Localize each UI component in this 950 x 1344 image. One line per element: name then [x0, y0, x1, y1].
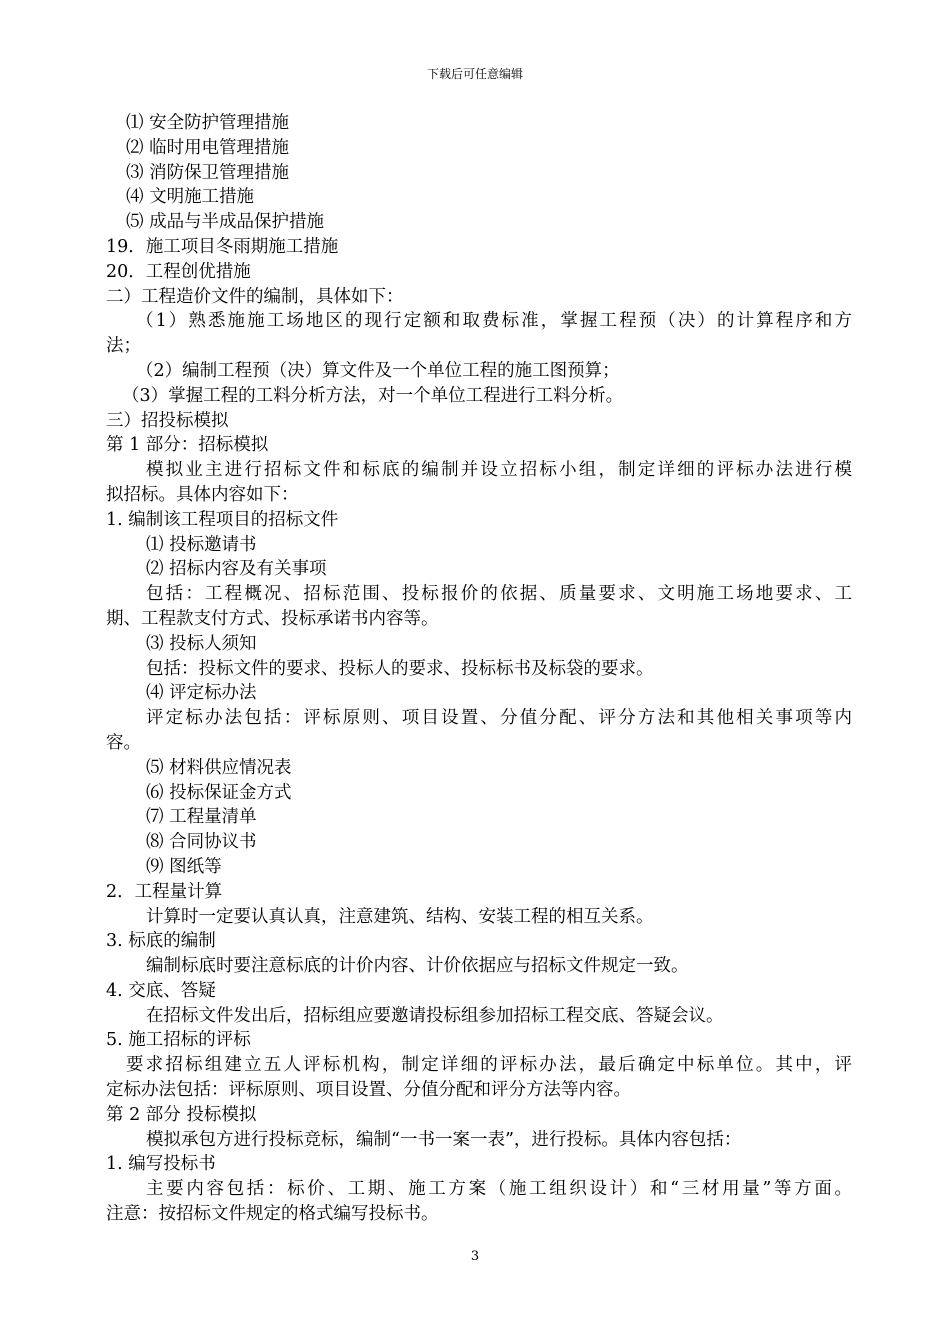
list-item: ⑵ 招标内容及有关事项: [146, 559, 327, 580]
section-heading: 三）招投标模拟: [106, 410, 229, 431]
paragraph-line: 计算时一定要认真认真，注意建筑、结构、安装工程的相互关系。: [146, 906, 654, 927]
paragraph-line: 编制标底时要注意标底的计价内容、计价依据应与招标文件规定一致。: [146, 956, 689, 977]
paragraph-line: 在招标文件发出后，招标组应要邀请投标组参加招标工程交底、答疑会议。: [146, 1005, 724, 1026]
paragraph-line: 拟招标。具体内容如下：: [106, 484, 299, 505]
section-heading: 3. 标底的编制: [106, 931, 216, 952]
paragraph-line: 法；: [106, 336, 141, 357]
page-number: 3: [470, 1249, 480, 1264]
list-item: ⑼ 图纸等: [146, 856, 222, 877]
section-heading: 4. 交底、答疑: [106, 980, 216, 1001]
paragraph-line: 期、工程款支付方式、投标承诺书内容等。: [106, 608, 439, 629]
paragraph-line: （1）熟悉施施工场地区的现行定额和取费标准，掌握工程预（决）的计算程序和方: [136, 311, 852, 332]
paragraph-line: 定标办法包括：评标原则、项目设置、分值分配和评分方法等内容。: [106, 1080, 631, 1101]
paragraph-line: 包括：投标文件的要求、投标人的要求、投标标书及标袋的要求。: [146, 658, 654, 679]
section-heading: 二）工程造价文件的编制，具体如下：: [106, 286, 404, 307]
section-heading: 19．施工项目冬雨期施工措施: [106, 236, 339, 257]
section-heading: 20．工程创优措施: [106, 261, 251, 282]
section-heading: 第 1 部分：招标模拟: [106, 435, 269, 456]
list-item: ⑴ 安全防护管理措施: [126, 113, 290, 133]
paragraph-line: 要求招标组建立五人评标机构，制定详细的评标办法，最后确定中标单位。其中，评: [126, 1055, 852, 1076]
paragraph-line: 模拟承包方进行投标竞标，编制“一书一案一表”，进行投标。具体内容包括：: [146, 1129, 742, 1150]
paragraph-line: 容。: [106, 732, 141, 753]
list-item: ⑻ 合同协议书: [146, 832, 257, 853]
list-item: ⑸ 材料供应情况表: [146, 757, 292, 778]
list-item: ⑸ 成品与半成品保护措施: [126, 212, 325, 233]
section-heading: 5. 施工招标的评标: [106, 1030, 251, 1051]
section-heading: 1. 编制该工程项目的招标文件: [106, 509, 339, 530]
paragraph-line: 主要内容包括：标价、工期、施工方案（施工组织设计）和“三材用量”等方面。: [146, 1179, 852, 1200]
list-item: ⑶ 投标人须知: [146, 633, 257, 654]
paragraph-line: 模拟业主进行招标文件和标底的编制并设立招标小组，制定详细的评标办法进行模: [146, 460, 852, 481]
list-item: ⑹ 投标保证金方式: [146, 782, 292, 803]
paragraph-line: 注意：按招标文件规定的格式编写投标书。: [106, 1204, 439, 1225]
paragraph-line: （3）掌握工程的工料分析方法，对一个单位工程进行工料分析。: [122, 385, 624, 406]
list-item: ⑷ 文明施工措施: [126, 187, 255, 208]
list-item: ⑺ 工程量清单: [146, 807, 257, 828]
section-heading: 第 2 部分 投标模拟: [106, 1104, 257, 1125]
list-item: ⑷ 评定标办法: [146, 683, 257, 704]
list-item: ⑶ 消防保卫管理措施: [126, 162, 290, 183]
document-body: [106, 111, 852, 1227]
section-heading: 1. 编写投标书: [106, 1154, 216, 1175]
paragraph-line: （2）编制工程预（决）算文件及一个单位工程的施工图预算；: [136, 360, 620, 381]
paragraph-line: 评定标办法包括：评标原则、项目设置、分值分配、评分方法和其他相关事项等内: [146, 708, 852, 729]
list-item: ⑵ 临时用电管理措施: [126, 137, 290, 158]
list-item: ⑴ 投标邀请书: [146, 534, 257, 555]
paragraph-line: 包括：工程概况、招标范围、投标报价的依据、质量要求、文明施工场地要求、工: [146, 584, 852, 605]
page-header: 下载后可任意编辑: [426, 67, 523, 81]
section-heading: 2．工程量计算: [106, 881, 223, 902]
